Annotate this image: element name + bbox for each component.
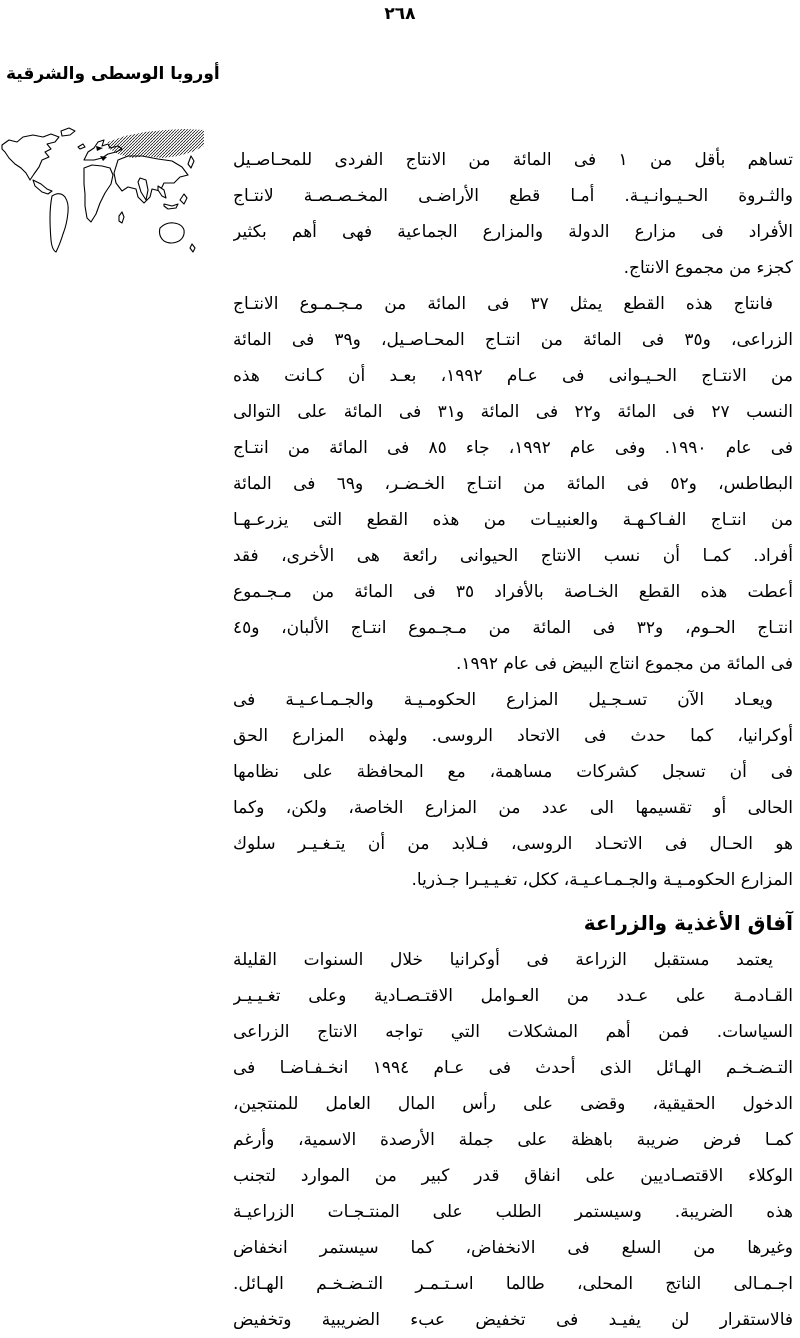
south-america-outline <box>50 194 68 252</box>
madagascar-outline <box>119 212 124 223</box>
text-line: فى المائة من مجموع انتاج البيض فى عام ١٩٩٢. <box>456 654 793 674</box>
text-line: فى أن تسجل كشركات مساهمة، مع المحافظة على نظامها <box>233 762 793 782</box>
text-line: وغيرها من السلع فى الانخفاض، كما سيستمر انخفاض <box>233 1238 793 1258</box>
world-map-graphic <box>0 116 206 256</box>
text-line: أفراد. كمـا أن نسب الانتاج الحيوانى رائعة هى الأخرى، فقد <box>233 546 793 566</box>
central-america-outline <box>33 180 52 194</box>
text-line: البطاطس، و٥٢ فى المائة من انتـاج الخـضـر، و٦٩ فى المائة <box>233 474 793 494</box>
text-line: الدخول الحقيقية، وقضى على رأس المال العامل للمنتجين، <box>233 1094 793 1114</box>
text-line: هذه الضريبة. وسيستمر الطلب على المنتـجـات الزراعيـة <box>233 1202 793 1222</box>
text-line: فى عام ١٩٩٠. وفى عام ١٩٩٢، جاء ٨٥ فى المائة من انتـاج <box>233 438 793 458</box>
text-line: يعتمد مستقبل الزراعة فى أوكرانيا خلال السنوات القليلة <box>233 950 773 970</box>
text-line: المزارع الحكومـيـة والجـمـاعـيـة، ككل، تغـيـيـرا جـذريا. <box>411 870 793 890</box>
text-line: اجـمـالى الناتج المحلى، طالما اسـتـمـر التـضـخـم الهـائل. <box>233 1274 793 1294</box>
japan-outline <box>188 156 194 168</box>
text-line: الحالى أو تقسيمها الى عدد من المزارع الخاصة، ولكن، وكما <box>233 798 793 818</box>
text-line: فالاستقرار لن يفيـد فى تخفيض عبء الضريبية وتخفيض <box>233 1310 793 1330</box>
world-map-highlight-icon <box>0 116 206 256</box>
region-header: أوروبا الوسطى والشرقية <box>6 64 220 84</box>
highlight-region-hatch <box>108 129 204 158</box>
text-line: أعطت هذه القطع الخـاصة بالأفراد ٣٥ فى المائة من مـجـموع <box>233 582 793 602</box>
text-line: السياسات. فمن أهم المشكلات التي تواجه الانتاج الزراعى <box>233 1022 793 1042</box>
text-line: تساهم بأقل من ١ فى المائة من الانتاج الفردى للمحـاصـيل <box>233 150 793 170</box>
text-line: الأفراد فى مزارع الدولة والمزارع الجماعية فهى أهم بكثير <box>233 222 793 242</box>
text-line: الوكلاء الاقتصـاديين على انفاق قدر كبير من الموارد لتجنب <box>233 1166 793 1186</box>
text-column <box>233 142 793 1338</box>
text-line: القـادمـة على عـدد من العـوامل الاقتـصـادية وعلى تغـيـيـر <box>233 986 793 1006</box>
new-zealand-outline <box>190 244 195 252</box>
page-number: ٢٦٨ <box>384 4 416 24</box>
africa-outline <box>84 165 113 222</box>
text-line: انتـاج الحـوم، و٣٢ فى المائة من مـجـموع انتـاج الألبان، و٤٥ <box>233 618 793 638</box>
text-line: والثـروة الحـيـوانـيـة. أمـا قطع الأراضـى المخـصـصـة لانتـاج <box>233 186 793 206</box>
philippines-outline <box>180 194 187 204</box>
text-line: أوكرانيا، كما حدث فى الاتحاد الروسى. ولهذه المزارع الحق <box>233 726 793 746</box>
text-line: من الانتـاج الحـيـوانى فى عـام ١٩٩٢، بعـد أن كـانت هذه <box>233 366 793 386</box>
text-line: من انتـاج الفـاكـهـة والعنبيـات من هذه القطع التى يزرعـهـا <box>233 510 793 530</box>
text-line: ويعـاد الآن تسـجـيل المزارع الحكومـيـة والجـمـاعـيـة فى <box>233 690 773 710</box>
text-line: كمـا فرض ضريبة باهظة على جملة الأرصدة الاسمية، وأرغم <box>233 1130 793 1150</box>
asia-outline <box>114 156 188 203</box>
greenland-outline <box>61 128 75 136</box>
text-line: كجزء من مجموع الانتاج. <box>623 258 793 278</box>
british-isles-outline <box>78 144 85 149</box>
text-line: التـضـخـم الهـائل الذى أحدث فى عـام ١٩٩٤ انخـفـاضـا فى <box>233 1058 793 1078</box>
text-line: هو الحـال فى الاتحـاد الروسى، فـلابد من أن يتـغـيـر سلوك <box>233 834 793 854</box>
australia-outline <box>160 223 185 243</box>
section-heading: آفاق الأغذية والزراعة <box>583 911 793 935</box>
text-line: الزراعى، و٣٥ فى المائة من انتـاج المحـاصـيل، و٣٩ فى المائة <box>233 330 793 350</box>
indonesia-outline <box>164 204 178 209</box>
north-america-outline <box>2 134 59 180</box>
text-line: فانتاج هذه القطع يمثل ٣٧ فى المائة من مـجـمـوع الانتـاج <box>233 294 773 314</box>
text-line: النسب ٢٧ فى المائة و٢٢ فى المائة و٣١ فى المائة على التوالى <box>233 402 793 422</box>
